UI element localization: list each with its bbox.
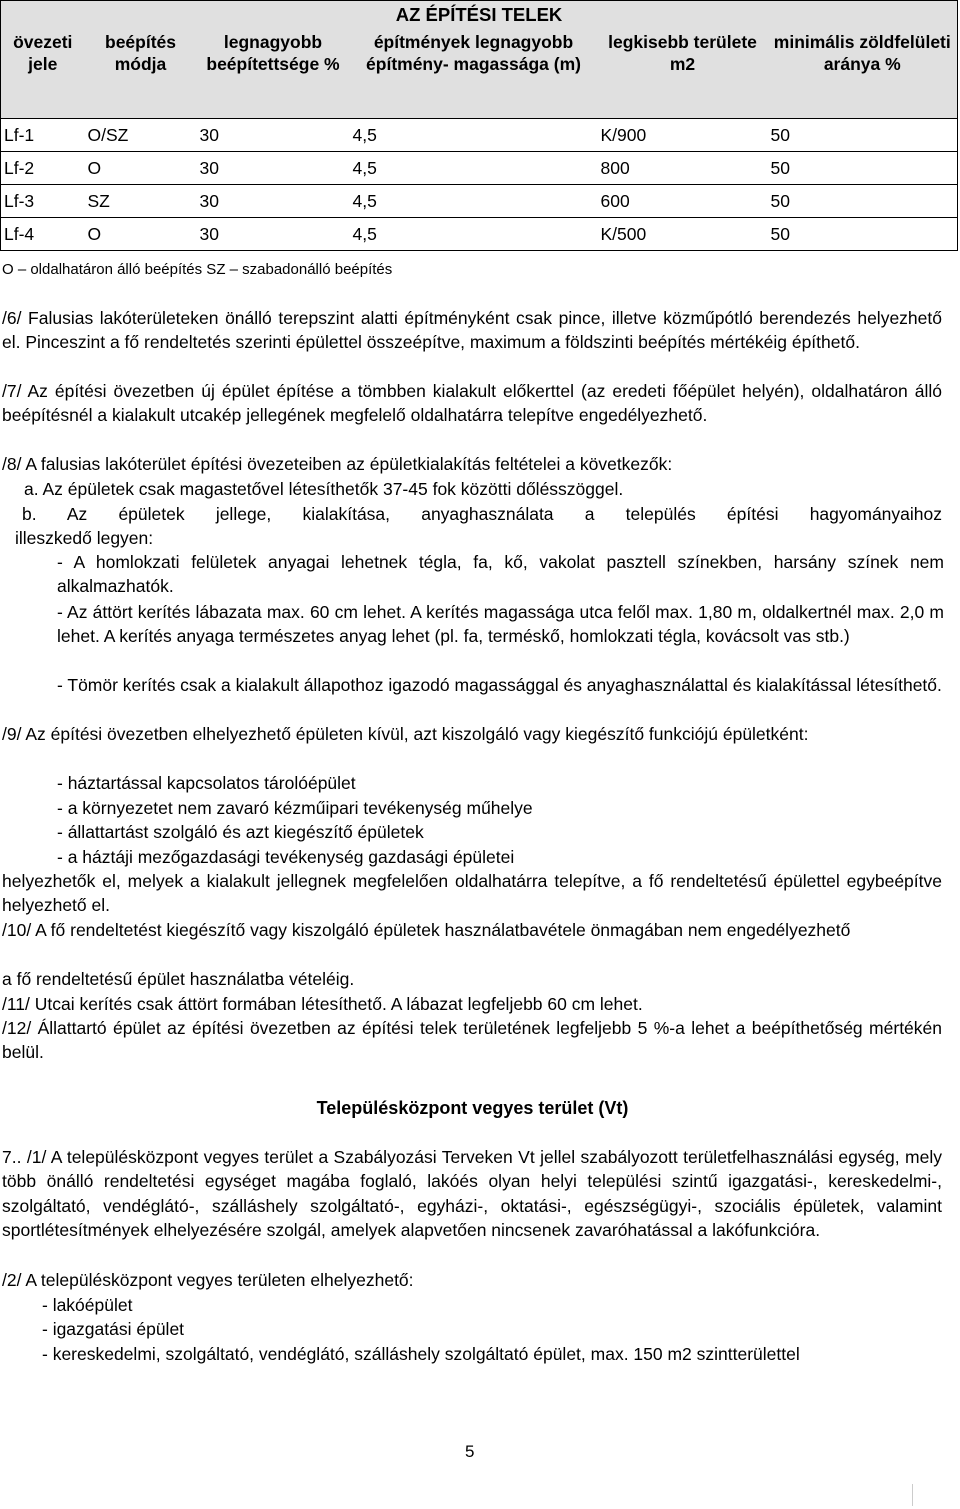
list-item: - Tömör kerítés csak a kialakult állapothoz igazodó magassággal és anyaghasználattal és kialakítással létesíthető. xyxy=(57,675,942,695)
table-cell: 4,5 xyxy=(350,218,598,251)
paragraph-10: /10/ A fő rendeltetést kiegészítő vagy kiszolgáló épületek használatbavétele önmagában nem engedélyezhető xyxy=(2,920,851,940)
paragraph-8: /8/ A falusias lakóterület építési övezeteiben az épületkialakítás feltételei a következők: xyxy=(2,454,673,474)
list-item: - a háztáji mezőgazdasági tevékenység gazdasági épületei xyxy=(57,847,515,867)
list-item: - állattartást szolgáló és azt kiegészítő épületek xyxy=(57,822,424,842)
paragraph-10-end: a fő rendeltetésű épület használatba vételéig. xyxy=(2,969,355,989)
table-cell: 30 xyxy=(197,119,350,152)
paragraph-8-a: a. Az épületek csak magastetővel létesíthetők 37-45 fok közötti dőlésszöggel. xyxy=(24,479,624,499)
table-cell: O/SZ xyxy=(85,119,197,152)
table-row xyxy=(1,152,958,185)
table-cell: K/500 xyxy=(598,218,768,251)
table-cell: Lf-1 xyxy=(1,119,85,152)
page-number: 5 xyxy=(465,1442,475,1461)
table-cell: K/900 xyxy=(598,119,768,152)
column-header: minimális zöldfelületi aránya % xyxy=(768,30,958,119)
list-item: - A homlokzati felületek anyagai lehetnek tégla, fa, kő, vakolat pasztell színekben, harsány színek nem alkalmazhatók. xyxy=(57,552,944,597)
column-header: legnagyobb beépítettsége % xyxy=(197,30,350,119)
column-header: legkisebb területe m2 xyxy=(598,30,768,119)
paragraph-9: /9/ Az építési övezetben elhelyezhető épületen kívül, azt kiszolgáló vagy kiegészítő funkciójú épületként: xyxy=(2,724,809,744)
table-cell: O xyxy=(85,218,197,251)
table-legend: O – oldalhatáron álló beépítés SZ – szabadonálló beépítés xyxy=(2,261,393,278)
table-row xyxy=(1,119,958,152)
table-cell: 4,5 xyxy=(350,119,598,152)
list-item: - lakóépület xyxy=(42,1295,133,1315)
table-caption: AZ ÉPÍTÉSI TELEK xyxy=(1,1,958,31)
table-row xyxy=(1,218,958,251)
paragraph-7: /7/ Az építési övezetben új épület építése a tömbben kialakult előkerttel (az eredeti főépület helyén), oldalhatáron álló beépítésnél a kialakult utcakép jellegének megfelelő oldalhatárra telepítve engedélyezhető. xyxy=(2,381,942,426)
table-cell: 4,5 xyxy=(350,185,598,218)
table-cell: Lf-4 xyxy=(1,218,85,251)
table-cell: 30 xyxy=(197,185,350,218)
section-heading: Településközpont vegyes terület (Vt) xyxy=(316,1098,629,1118)
paragraph-8-b-line1: b. Az épületek jellege, kialakítása, anyaghasználata a település építési hagyományaihoz xyxy=(22,504,942,524)
paragraph-8-b-line2: illeszkedő legyen: xyxy=(15,528,154,548)
table-cell: 800 xyxy=(598,152,768,185)
scan-mark xyxy=(912,1484,913,1506)
table-cell: 50 xyxy=(768,185,958,218)
section-7-paragraph-1: 7.. /1/ A településközpont vegyes terület a Szabályozási Terveken Vt jellel szabályozott területfelhasználási egység, mely több önálló rendeltetési egységet magába foglaló, lakóés olyan helyi települési szintű igazgatási-, kereskedelmi-, szolgáltató, vendéglátó-, szálláshely szolgáltató-, egyházi-, oktatási-, egészségügyi-, szociális épületek, valamint sportlétesítmények elhelyezésére szolgál, amelyek alapvetően nincsenek zavaróhatással a lakófunkcióra. xyxy=(2,1147,942,1240)
table-cell: 30 xyxy=(197,152,350,185)
column-header: beépítés módja xyxy=(85,30,197,119)
table-row xyxy=(1,185,958,218)
list-item: - Az áttört kerítés lábazata max. 60 cm lehet. A kerítés magassága utca felől max. 1,80 m, oldalkertnél max. 2,0 m lehet. A kerítés anyaga természetes anyag lehet (pl. fa, terméskő, homlokzati tégla, kovácsolt vas stb.) xyxy=(57,602,944,647)
table-cell: 4,5 xyxy=(350,152,598,185)
table-cell: Lf-3 xyxy=(1,185,85,218)
table-cell: Lf-2 xyxy=(1,152,85,185)
paragraph-11: /11/ Utcai kerítés csak áttört formában létesíthető. A lábazat legfeljebb 60 cm lehet. xyxy=(2,994,643,1014)
table-cell: O xyxy=(85,152,197,185)
paragraph-6: /6/ Falusias lakóterületeken önálló terepszint alatti építményként csak pince, illetve közműpótló berendezés helyezhető el. Pinceszint a fő rendeltetés szerinti épülettel összeépítve, maximum a földszinti beépítés mértékéig építhető. xyxy=(2,308,942,353)
table-cell: 600 xyxy=(598,185,768,218)
list-item: - háztartással kapcsolatos tárolóépület xyxy=(57,773,356,793)
list-item: - igazgatási épület xyxy=(42,1319,185,1339)
table-cell: 50 xyxy=(768,218,958,251)
section-7-paragraph-2: /2/ A településközpont vegyes területen elhelyezhető: xyxy=(2,1270,414,1290)
table-cell: SZ xyxy=(85,185,197,218)
table-cell: 50 xyxy=(768,152,958,185)
paragraph-9-end: helyezhetők el, melyek a kialakult jellegnek megfelelően oldalhatárra telepítve, a fő rendeltetésű épülettel egybeépítve helyezhető el. xyxy=(2,871,942,916)
table-cell: 30 xyxy=(197,218,350,251)
zoning-table xyxy=(0,0,958,251)
column-header: építmények legnagyobb építmény- magassága (m) xyxy=(350,30,598,119)
list-item: - a környezetet nem zavaró kézműipari tevékenység műhelye xyxy=(57,798,533,818)
list-item: - kereskedelmi, szolgáltató, vendéglátó, szálláshely szolgáltató épület, max. 150 m2 szintterülettel xyxy=(42,1344,800,1364)
column-header: övezeti jele xyxy=(1,30,85,119)
paragraph-12: /12/ Állattartó épület az építési övezetben az építési telek területének legfeljebb 5 %-a lehet a beépíthetőség mértékén belül. xyxy=(2,1018,942,1063)
table-cell: 50 xyxy=(768,119,958,152)
